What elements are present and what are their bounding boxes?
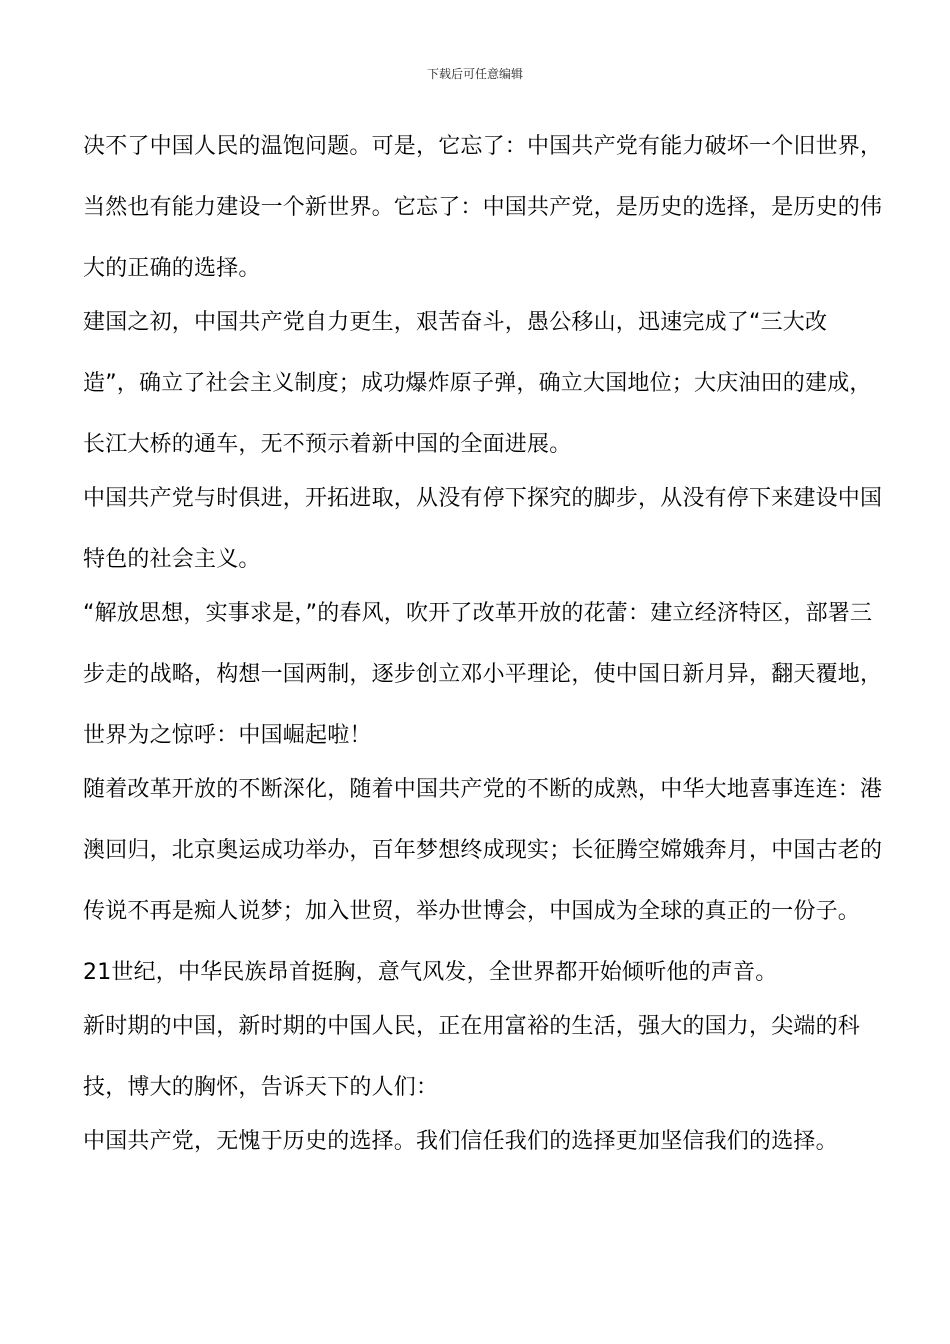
paragraph-1: 决不了中国人民的温饱问题。可是，它忘了：中国共产党有能力破坏一个旧世界，当然也有能力建设一个新世界。它忘了：中国共产党，是历史的选择，是历史的伟大的正确的选择。 [83, 134, 883, 281]
paragraph-6: 新时期的中国，新时期的中国人民，正在用富裕的生活，强大的国力，尖端的科技，博大的胸怀，告诉天下的人们： [83, 1014, 861, 1100]
document-body [83, 116, 883, 1172]
paragraph-4: “解放思想，实事求是，”的春风，吹开了改革开放的花蕾：建立经济特区，部署三步走的战略，构想一国两制，逐步创立邓小平理论，使中国日新月异，翻天覆地，世界为之惊呼：中国崛起啦！ [83, 601, 883, 748]
paragraph-2: 建国之初，中国共产党自力更生，艰苦奋斗，愚公移山，迅速完成了“三大改造”，确立了社会主义制度；成功爆炸原子弹，确立大国地位；大庆油田的建成，长江大桥的通车，无不预示着新中国的全面进展。 [83, 310, 872, 457]
page-header-note: 下载后可任意编辑 [426, 67, 523, 81]
paragraph-3: 中国共产党与时俱进，开拓进取，从没有停下探究的脚步，从没有停下来建设中国特色的社会主义。 [83, 486, 883, 572]
paragraph-5: 随着改革开放的不断深化，随着中国共产党的不断的成熟，中华大地喜事连连：港澳回归，北京奥运成功举办，百年梦想终成现实；长征腾空嫦娥奔月，中国古老的传说不再是痴人说梦；加入世贸，举办世博会，中国成为全球的真正的一份子。21世纪，中华民族昂首挺胸，意气风发，全世界都开始倾听他的声音。 [83, 777, 883, 985]
paragraph-7: 中国共产党，无愧于历史的选择。我们信任我们的选择更加坚信我们的选择。 [83, 1129, 838, 1154]
